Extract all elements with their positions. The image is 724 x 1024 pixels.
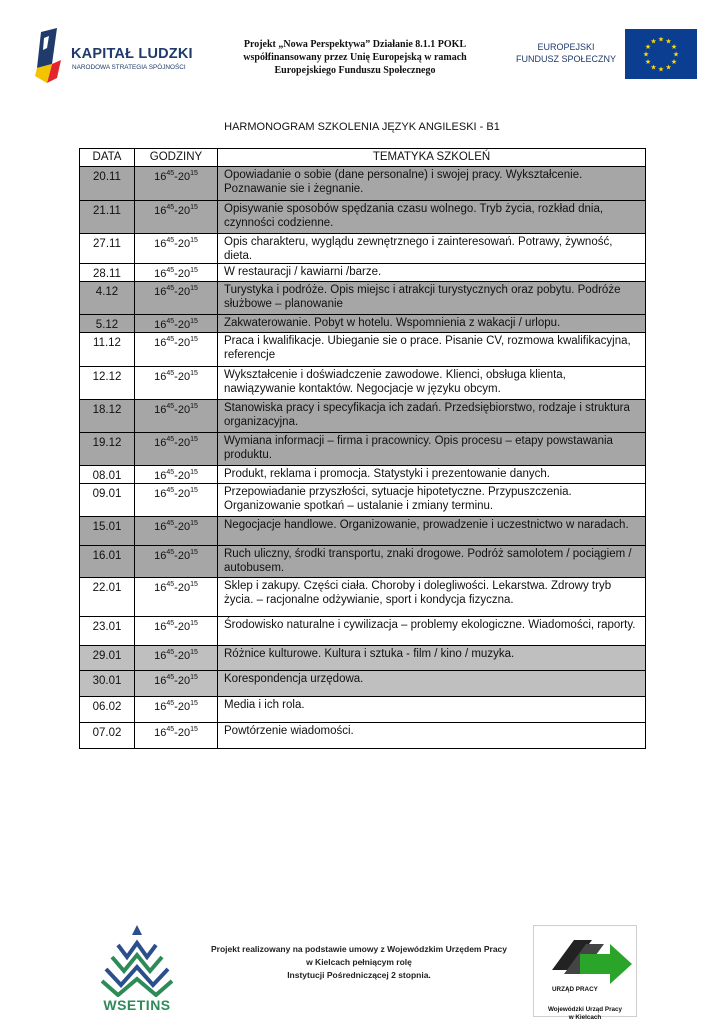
row-date: 27.11 — [80, 234, 135, 264]
project-line: Projekt „Nowa Perspektywa” Działanie 8.1.1 POKL — [243, 39, 467, 50]
footer-note — [198, 943, 520, 982]
row-hours — [135, 466, 218, 484]
row-hours — [135, 367, 218, 400]
hours-separator: - — [174, 582, 178, 594]
hours-start-minute: 45 — [166, 370, 175, 377]
row-date: 23.01 — [80, 617, 135, 646]
hours-start-minute: 45 — [166, 170, 175, 177]
hours-separator: - — [174, 371, 178, 383]
hours-separator: - — [174, 675, 178, 687]
row-date: 18.12 — [80, 400, 135, 433]
row-topic: Zakwaterowanie. Pobyt w hotelu. Wspomnienia z wakacji / urlopu. — [218, 315, 646, 333]
hours-end-hour: 20 — [177, 521, 191, 533]
hours-end-hour: 20 — [177, 675, 191, 687]
wsetins-mark-icon — [96, 925, 178, 997]
hours-end-hour: 20 — [177, 488, 191, 500]
row-topic: Opis charakteru, wyglądu zewnętrznego i zainteresowań. Potrawy, żywność, dieta. — [218, 234, 646, 264]
row-date: 21.11 — [80, 201, 135, 234]
table-row — [80, 466, 646, 484]
hours-end-minute: 15 — [190, 370, 198, 377]
hours-start-minute: 45 — [166, 620, 175, 627]
row-date: 22.01 — [80, 578, 135, 617]
row-hours — [135, 201, 218, 234]
hours-start-hour: 16 — [154, 488, 167, 500]
hours-start-hour: 16 — [154, 319, 167, 331]
eu-star-icon: ★ — [665, 38, 672, 46]
row-date: 09.01 — [80, 484, 135, 517]
footer-line: w Kielcach pełniącym rolę — [306, 957, 412, 967]
hours-end-hour: 20 — [177, 437, 191, 449]
urzad-pracy-caption — [534, 1006, 636, 1022]
row-hours — [135, 517, 218, 546]
hours-end-hour: 20 — [177, 238, 191, 250]
row-hours — [135, 433, 218, 466]
hours-end-minute: 15 — [190, 318, 198, 325]
row-date: 08.01 — [80, 466, 135, 484]
hours-separator: - — [174, 404, 178, 416]
eu-star-icon: ★ — [670, 44, 678, 51]
hours-start-hour: 16 — [154, 582, 167, 594]
kapital-ludzki-subtitle: NARODOWA STRATEGIA SPÓJNOŚCI — [72, 64, 186, 71]
hours-end-minute: 15 — [190, 726, 198, 733]
row-topic: Ruch uliczny, środki transportu, znaki drogowe. Podróż samolotem / pociągiem / autobusem. — [218, 546, 646, 578]
hours-end-hour: 20 — [177, 205, 191, 217]
hours-end-hour: 20 — [177, 371, 191, 383]
header-hours: GODZINY — [135, 149, 218, 167]
row-hours — [135, 282, 218, 315]
hours-end-minute: 15 — [190, 267, 198, 274]
eu-star-icon: ★ — [644, 59, 652, 66]
hours-start-minute: 45 — [166, 436, 175, 443]
hours-separator: - — [174, 727, 178, 739]
hours-start-hour: 16 — [154, 470, 167, 482]
hours-start-hour: 16 — [154, 701, 167, 713]
hours-separator: - — [174, 521, 178, 533]
row-topic: Powtórzenie wiadomości. — [218, 723, 646, 749]
table-row — [80, 697, 646, 723]
row-date: 28.11 — [80, 264, 135, 282]
row-date: 4.12 — [80, 282, 135, 315]
eu-star-icon: ★ — [644, 44, 652, 51]
hours-separator: - — [174, 701, 178, 713]
eu-star-icon: ★ — [670, 59, 678, 66]
hours-start-hour: 16 — [154, 521, 167, 533]
hours-end-minute: 15 — [190, 520, 198, 527]
row-date: 29.01 — [80, 646, 135, 671]
project-info — [205, 38, 505, 77]
row-hours — [135, 484, 218, 517]
row-date: 11.12 — [80, 333, 135, 367]
hours-end-minute: 15 — [190, 649, 198, 656]
row-hours — [135, 617, 218, 646]
hours-end-hour: 20 — [177, 727, 191, 739]
hours-start-hour: 16 — [154, 238, 167, 250]
hours-separator: - — [174, 319, 178, 331]
hours-separator: - — [174, 205, 178, 217]
kapital-ludzki-mark-icon — [35, 28, 65, 83]
table-row — [80, 646, 646, 671]
hours-start-minute: 45 — [166, 267, 175, 274]
hours-start-hour: 16 — [154, 727, 167, 739]
hours-end-hour: 20 — [177, 582, 191, 594]
table-row — [80, 671, 646, 697]
hours-end-minute: 15 — [190, 237, 198, 244]
row-topic: Produkt, reklama i promocja. Statystyki i prezentowanie danych. — [218, 466, 646, 484]
row-hours — [135, 315, 218, 333]
eu-fund-line: FUNDUSZ SPOŁECZNY — [515, 54, 616, 64]
table-row — [80, 617, 646, 646]
table-row — [80, 264, 646, 282]
hours-start-hour: 16 — [154, 286, 167, 298]
schedule-table — [79, 148, 646, 749]
row-date: 15.01 — [80, 517, 135, 546]
hours-start-hour: 16 — [154, 268, 167, 280]
table-row — [80, 333, 646, 367]
row-date: 5.12 — [80, 315, 135, 333]
hours-end-hour: 20 — [177, 550, 191, 562]
hours-end-minute: 15 — [190, 674, 198, 681]
hours-end-minute: 15 — [190, 403, 198, 410]
eu-star-icon: ★ — [650, 64, 657, 72]
urzad-pracy-logo — [533, 925, 637, 1021]
project-line: Europejskiego Funduszu Społecznego — [274, 65, 436, 76]
table-row — [80, 433, 646, 466]
hours-end-minute: 15 — [190, 170, 198, 177]
hours-start-hour: 16 — [154, 650, 167, 662]
hours-start-hour: 16 — [154, 550, 167, 562]
row-date: 06.02 — [80, 697, 135, 723]
hours-start-hour: 16 — [154, 437, 167, 449]
hours-separator: - — [174, 488, 178, 500]
row-topic: Środowisko naturalne i cywilizacja – problemy ekologiczne. Wiadomości, raporty. — [218, 617, 646, 646]
table-row — [80, 234, 646, 264]
eu-star-icon: ★ — [657, 66, 665, 74]
table-row — [80, 578, 646, 617]
row-date: 30.01 — [80, 671, 135, 697]
row-hours — [135, 546, 218, 578]
hours-start-hour: 16 — [154, 675, 167, 687]
kapital-ludzki-title: KAPITAŁ LUDZKI — [71, 46, 193, 62]
hours-start-hour: 16 — [154, 205, 167, 217]
table-row — [80, 167, 646, 201]
row-topic: Opowiadanie o sobie (dane personalne) i swojej pracy. Wykształcenie. Poznawanie sie i żegnanie. — [218, 167, 646, 201]
row-topic: Różnice kulturowe. Kultura i sztuka - film / kino / muzyka. — [218, 646, 646, 671]
hours-end-minute: 15 — [190, 285, 198, 292]
wsetins-logo — [96, 925, 178, 1015]
hours-start-minute: 45 — [166, 318, 175, 325]
hours-start-minute: 45 — [166, 403, 175, 410]
schedule-rows — [80, 167, 646, 749]
row-hours — [135, 578, 218, 617]
urzad-pracy-mark-icon — [534, 926, 636, 988]
hours-start-minute: 45 — [166, 649, 175, 656]
hours-separator: - — [174, 470, 178, 482]
table-row — [80, 400, 646, 433]
hours-start-hour: 16 — [154, 621, 167, 633]
hours-start-minute: 45 — [166, 726, 175, 733]
hours-start-minute: 45 — [166, 285, 175, 292]
eu-star-icon: ★ — [665, 64, 672, 72]
row-date: 19.12 — [80, 433, 135, 466]
row-topic: Wykształcenie i doświadczenie zawodowe. Klienci, obsługa klienta, nawiązywanie kontaktów. Negocjacje w języku obcym. — [218, 367, 646, 400]
page-header — [0, 0, 724, 100]
row-hours — [135, 697, 218, 723]
header-topics: TEMATYKA SZKOLEŃ — [218, 149, 646, 167]
hours-end-hour: 20 — [177, 268, 191, 280]
hours-start-hour: 16 — [154, 171, 167, 183]
row-date: 20.11 — [80, 167, 135, 201]
table-row — [80, 201, 646, 234]
hours-separator: - — [174, 238, 178, 250]
hours-end-minute: 15 — [190, 336, 198, 343]
hours-separator: - — [174, 437, 178, 449]
hours-separator: - — [174, 337, 178, 349]
table-row — [80, 315, 646, 333]
hours-separator: - — [174, 268, 178, 280]
hours-end-minute: 15 — [190, 549, 198, 556]
table-row — [80, 282, 646, 315]
header-date: DATA — [80, 149, 135, 167]
hours-end-minute: 15 — [190, 469, 198, 476]
hours-end-minute: 15 — [190, 436, 198, 443]
hours-start-minute: 45 — [166, 336, 175, 343]
table-header-row — [80, 149, 646, 167]
table-row — [80, 367, 646, 400]
hours-end-minute: 15 — [190, 700, 198, 707]
eu-star-icon: ★ — [657, 36, 665, 44]
page-footer — [0, 915, 724, 1020]
footer-line: Projekt realizowany na podstawie umowy z Wojewódzkim Urzędem Pracy — [210, 944, 507, 954]
hours-end-hour: 20 — [177, 470, 191, 482]
row-hours — [135, 400, 218, 433]
row-date: 16.01 — [80, 546, 135, 578]
document-title: HARMONOGRAM SZKOLENIA JĘZYK ANGILESKI - B1 — [224, 121, 500, 133]
row-topic: W restauracji / kawiarni /barze. — [218, 264, 646, 282]
row-topic: Opisywanie sposobów spędzania czasu wolnego. Tryb życia, rozkład dnia, czynności codzienne. — [218, 201, 646, 234]
eu-star-icon: ★ — [650, 38, 657, 46]
hours-separator: - — [174, 550, 178, 562]
row-hours — [135, 333, 218, 367]
hours-start-minute: 45 — [166, 549, 175, 556]
urzad-pracy-caption-line: Wojewódzki Urząd Pracy — [547, 1006, 623, 1013]
hours-end-minute: 15 — [190, 581, 198, 588]
row-topic: Media i ich rola. — [218, 697, 646, 723]
hours-start-minute: 45 — [166, 581, 175, 588]
urzad-pracy-caption-line: w Kielcach — [568, 1014, 602, 1021]
row-hours — [135, 646, 218, 671]
row-date: 07.02 — [80, 723, 135, 749]
hours-start-minute: 45 — [166, 237, 175, 244]
row-topic: Praca i kwalifikacje. Ubieganie sie o prace. Pisanie CV, rozmowa kwalifikacyjna, referencje — [218, 333, 646, 367]
table-row — [80, 546, 646, 578]
row-topic: Stanowiska pracy i specyfikacja ich zadań. Przedsiębiorstwo, rodzaje i struktura organizacyjna. — [218, 400, 646, 433]
hours-end-hour: 20 — [177, 286, 191, 298]
wsetins-name: WSETINS — [103, 997, 171, 1013]
hours-end-hour: 20 — [177, 171, 191, 183]
row-hours — [135, 671, 218, 697]
kapital-ludzki-logo — [35, 28, 193, 86]
eu-fund-label — [515, 41, 617, 65]
project-line: współfinansowany przez Unię Europejską w ramach — [243, 52, 467, 63]
hours-end-minute: 15 — [190, 620, 198, 627]
table-row — [80, 723, 646, 749]
row-topic: Negocjacje handlowe. Organizowanie, prowadzenie i uczestnictwo w naradach. — [218, 517, 646, 546]
row-topic: Sklep i zakupy. Części ciała. Choroby i dolegliwości. Lekarstwa. Zdrowy tryb życia. – racjonalne odżywianie, sport i kondycja fizyczna. — [218, 578, 646, 617]
eu-star-icon: ★ — [642, 51, 650, 59]
hours-end-hour: 20 — [177, 337, 191, 349]
urzad-pracy-label: URZĄD PRACY — [552, 986, 598, 993]
eu-star-icon: ★ — [672, 51, 680, 59]
hours-separator: - — [174, 171, 178, 183]
hours-end-hour: 20 — [177, 701, 191, 713]
hours-start-minute: 45 — [166, 700, 175, 707]
hours-separator: - — [174, 650, 178, 662]
hours-separator: - — [174, 621, 178, 633]
hours-start-minute: 45 — [166, 204, 175, 211]
hours-start-minute: 45 — [166, 469, 175, 476]
hours-end-minute: 15 — [190, 204, 198, 211]
row-topic: Turystyka i podróże. Opis miejsc i atrakcji turystycznych oraz pobytu. Podróże służbowe – planowanie — [218, 282, 646, 315]
eu-flag-icon — [625, 29, 697, 79]
hours-end-hour: 20 — [177, 621, 191, 633]
hours-start-hour: 16 — [154, 371, 167, 383]
row-date: 12.12 — [80, 367, 135, 400]
hours-start-minute: 45 — [166, 487, 175, 494]
table-row — [80, 517, 646, 546]
hours-separator: - — [174, 286, 178, 298]
row-hours — [135, 723, 218, 749]
eu-fund-line: EUROPEJSKI — [537, 42, 595, 52]
hours-start-hour: 16 — [154, 337, 167, 349]
footer-line: Instytucji Pośredniczącej 2 stopnia. — [287, 970, 431, 980]
row-topic: Korespondencja urzędowa. — [218, 671, 646, 697]
hours-end-hour: 20 — [177, 319, 191, 331]
table-row — [80, 484, 646, 517]
hours-end-hour: 20 — [177, 650, 191, 662]
row-topic: Wymiana informacji – firma i pracownicy. Opis procesu – etapy powstawania produktu. — [218, 433, 646, 466]
row-topic: Przepowiadanie przyszłości, sytuacje hipotetyczne. Przypuszczenia. Organizowanie spotkań – ustalanie i zmiany terminu. — [218, 484, 646, 517]
row-hours — [135, 167, 218, 201]
hours-start-hour: 16 — [154, 404, 167, 416]
row-hours — [135, 234, 218, 264]
row-hours — [135, 264, 218, 282]
hours-end-hour: 20 — [177, 404, 191, 416]
hours-start-minute: 45 — [166, 520, 175, 527]
hours-end-minute: 15 — [190, 487, 198, 494]
hours-start-minute: 45 — [166, 674, 175, 681]
